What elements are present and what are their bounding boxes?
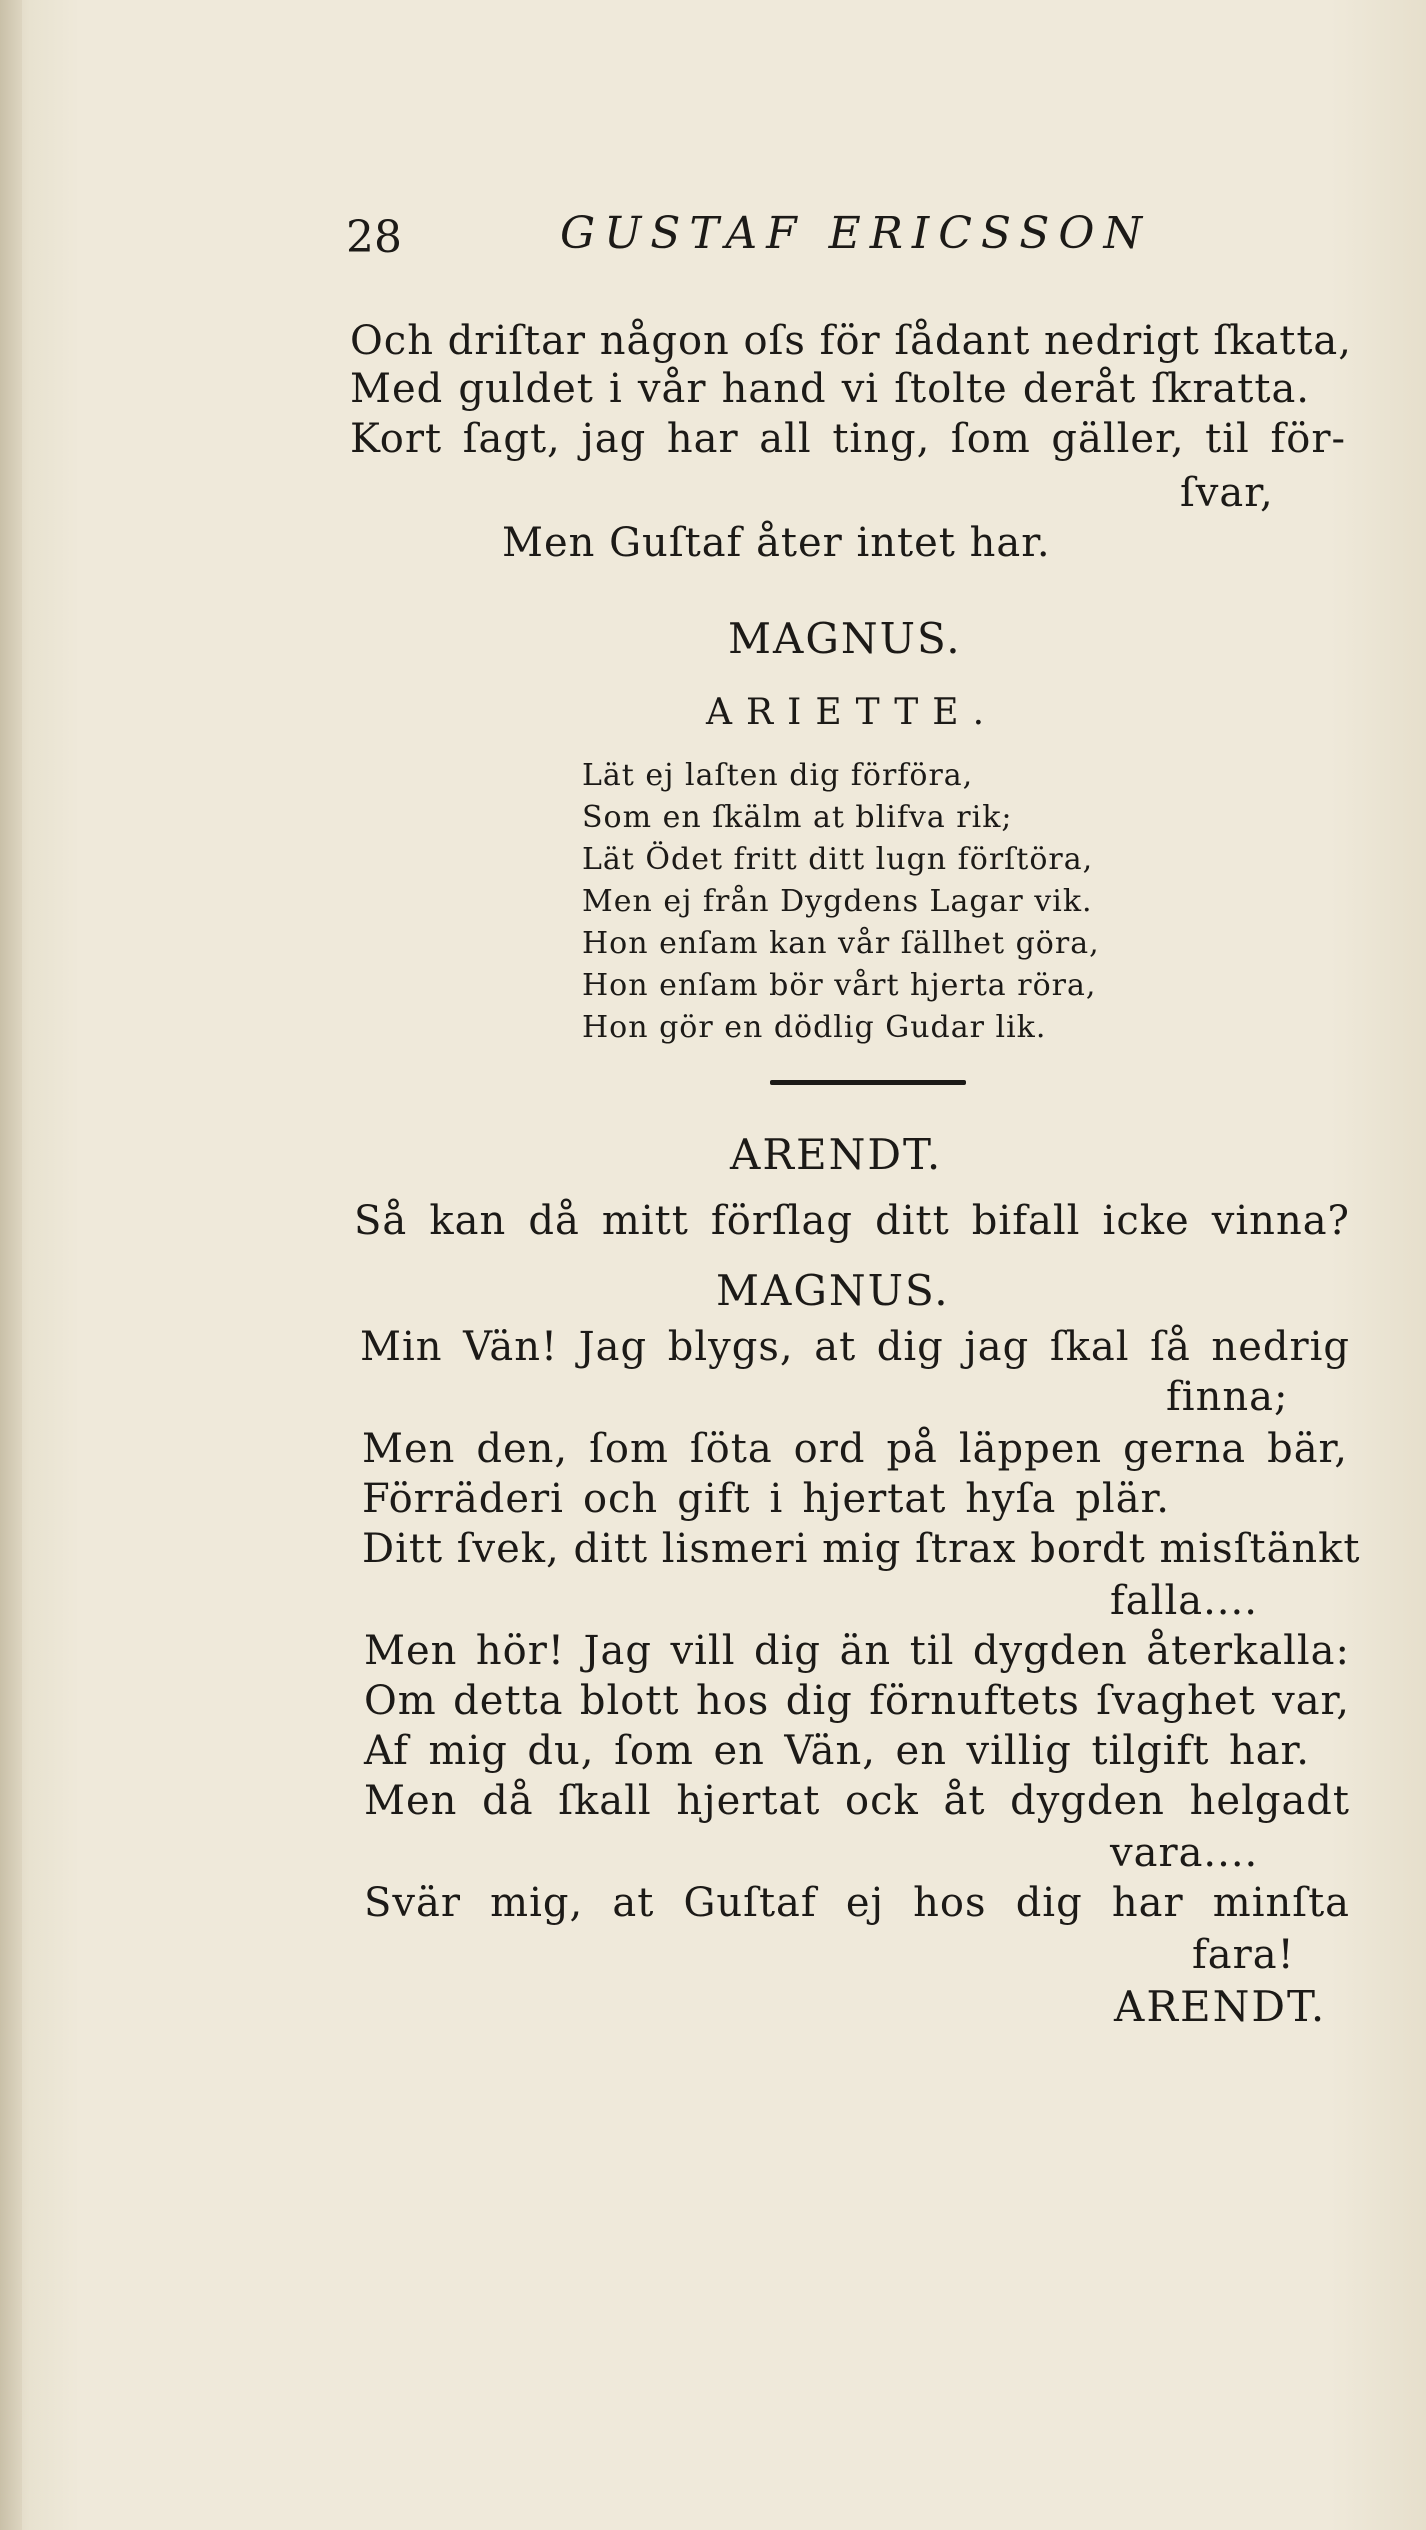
verse-line: Och driſtar någon oſs för ſådant nedrigt ſkatta,: [350, 318, 1352, 364]
catchword-speaker: ARENDT.: [1114, 1982, 1327, 2031]
verse-line: Så kan då mitt förſlag ditt bifall icke vinna?: [354, 1198, 1350, 1244]
section-heading: ARIETTE.: [706, 692, 999, 733]
verse-line: Förräderi och gift i hjertat hyſa plär.: [362, 1476, 1170, 1522]
verse-line: Svär mig, at Guſtaf ej hos dig har minſta: [364, 1880, 1350, 1926]
song-line: Hon enſam bör vårt hjerta röra,: [582, 968, 1097, 1003]
running-title: GUSTAF ERICSSON: [560, 208, 1151, 259]
song-line: Lät Ödet fritt ditt lugn förſtöra,: [582, 842, 1094, 877]
verse-line-continuation: finna;: [1166, 1374, 1289, 1420]
song-line: Hon gör en dödlig Gudar lik.: [582, 1010, 1047, 1045]
verse-line: Af mig du, ſom en Vän, en villig tilgift har.: [364, 1728, 1310, 1774]
speaker-name: MAGNUS.: [716, 1266, 950, 1315]
song-line: Hon enſam kan vår ſällhet göra,: [582, 926, 1100, 961]
page-edge: [0, 0, 22, 2530]
verse-line: Men den, ſom ſöta ord på läppen gerna bär,: [362, 1426, 1348, 1472]
verse-line-continuation: ſvar,: [1180, 470, 1274, 516]
song-line: Lät ej laſten dig förföra,: [582, 758, 974, 793]
verse-line: Men Guſtaf åter intet har.: [502, 520, 1051, 566]
verse-line-continuation: fara!: [1192, 1932, 1295, 1978]
verse-line: Men då ſkall hjertat ock åt dygden helgadt: [364, 1778, 1350, 1824]
verse-line: Men hör! Jag vill dig än til dygden återkalla:: [364, 1628, 1350, 1674]
speaker-name: ARENDT.: [730, 1130, 943, 1179]
song-line: Men ej från Dygdens Lagar vik.: [582, 884, 1093, 919]
section-rule: [770, 1080, 966, 1085]
verse-line: Ditt ſvek, ditt lismeri mig ſtrax bordt misſtänkt: [362, 1526, 1361, 1572]
page-number: 28: [346, 212, 402, 263]
verse-line: Om detta blott hos dig förnuftets ſvaghet var,: [364, 1678, 1350, 1724]
speaker-name: MAGNUS.: [728, 614, 962, 663]
song-line: Som en ſkälm at blifva rik;: [582, 800, 1013, 835]
verse-line: Med guldet i vår hand vi ſtolte deråt ſkratta.: [350, 366, 1310, 412]
verse-line-continuation: falla....: [1110, 1578, 1258, 1624]
verse-line-continuation: vara....: [1110, 1830, 1259, 1876]
verse-line: Min Vän! Jag blygs, at dig jag ſkal ſå nedrig: [360, 1324, 1350, 1370]
verse-line: Kort ſagt, jag har all ting, ſom gäller, til för-: [350, 416, 1346, 462]
